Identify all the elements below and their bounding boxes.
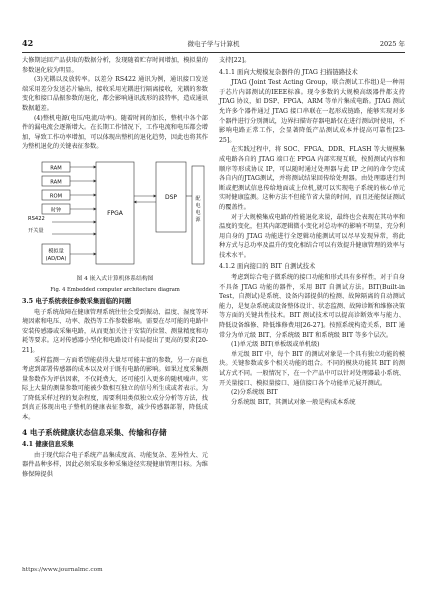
right-paragraph-1: 支持[22]。 bbox=[219, 57, 251, 64]
power-label-2: 电 bbox=[195, 202, 201, 209]
left-paragraph-2: (3)光耦以及放转率。以差分 RS422 通讯为例，通讯接口发送端采用差分发送芯片输出，接收采用光耦进行隔离接收，光耦的参数变化和接口晶振参数的退化，都会影响通讯波形的波特率，造成通讯数据超差。 bbox=[22, 76, 208, 112]
power-label-1: 配 bbox=[195, 195, 201, 202]
ram-label-1: RAM bbox=[50, 165, 62, 172]
section-4-1-1-title: 4.1.1 面向大规模复杂器件的 JTAG 扫描链路技术 bbox=[219, 68, 358, 76]
right-column bbox=[219, 56, 405, 407]
left-paragraph-6: 由于现代综合电子系统产品集成度高、功能复杂、差异性大、元器件品种多样，因此必须采取多种采集途径实现健康管理目标。为维修保障提供 bbox=[22, 451, 208, 479]
switch-io-label: 开关量 bbox=[28, 227, 44, 234]
architecture-figure bbox=[22, 156, 208, 274]
right-paragraph-8: (2)分系统级 BIT bbox=[231, 389, 278, 397]
rs422-label: RS422 bbox=[28, 215, 45, 222]
right-paragraph-3: 在实践过程中，将 SOC、FPGA、DDR、FLASH 等大规模集成电路各自的 JTAG 端口在 FPGA 内部实现互联，按照测试内容和顺序等形成协议 IP，可以随时通过处理器与此 IP 之间的命令完成各自内的JTAG测试，并将测试结果回传给处理器。由处理器进行判断或把测试信息传给地面或上位机,就可以实现电子系统的核心单元实时健康监测。这种方法不但能节省大量的时间，而且还能保证测试的覆盖性。 bbox=[219, 146, 405, 211]
figure-caption-en: Fig. 4 Embedded computer architecture diagram bbox=[50, 286, 180, 293]
section-4-title: 4 电子系统健康状态信息采集、传输和存储 bbox=[22, 427, 167, 437]
header-rule bbox=[22, 52, 405, 53]
section-4-1-2-title: 4.1.2 面向接口的 BIT 自测试技术 bbox=[219, 263, 316, 271]
running-header bbox=[22, 38, 405, 50]
analog-label-line2: (AD/DA) bbox=[45, 255, 67, 262]
analog-label-line1: 模拟量 bbox=[48, 248, 64, 255]
left-paragraph-1: 大修期运回产品获取的数据分析，发现随着贮存时间增加，模拟量的参数退化较为明显。 bbox=[22, 57, 208, 74]
right-paragraph-7: 单元级 BIT 中，每个 BIT 的测试对象是一个具有独立功能的模块。关键参数或多个相关功能的组合。不同的模块功能其 BIT 的测试方式不同。一般情况下，在一个产品中可以针对处理器最小系统、开关量接口、模拟量接口、通信接口各个功能单元展开测试。 bbox=[219, 350, 405, 387]
power-label-4: 源 bbox=[195, 216, 201, 223]
figure-caption-cn: 图 4 嵌入式计算机体系结构图 bbox=[76, 275, 154, 282]
rom-label: ROM bbox=[49, 193, 63, 200]
ram-label-2: RAM bbox=[50, 179, 62, 186]
right-paragraph-4: 对于大规模集成电路的性能退化来说，最终也会表现在其功率和温度的变化，但其内部逻辑微小变化对总功率的影响不明显，充分利用自身的 JTAG 功能进行全逻辑功能测试可以尽早发现异常，将此种方式与总功率及温升的变化相结合可以有效提升健康管理的效率与技术水平。 bbox=[219, 213, 405, 259]
power-label-3: 电 bbox=[195, 209, 201, 216]
section-4-1-title: 4.1 健康信息采集 bbox=[22, 440, 74, 449]
journal-name: 微电子学与计算机 bbox=[187, 40, 240, 48]
fpga-label: FPGA bbox=[107, 209, 123, 217]
left-paragraph-4: 电子系统故障在健康管理系统往往会受到振动、温度、湿度等环境因素和电压、功率、散热等工作参数影响。需要在尽可能的电路中安装传感器或采集电路，从而更加关注于安装的位置、测量精度和功耗等要求。这对传感器小型化和电路设计有局提出了更高的要求[20-21]。 bbox=[22, 308, 208, 354]
left-paragraph-3: (4)整机电源(电压/电流/功率)。随着时间的加长，整机中各个部件的漏电流会逐渐增大。在长期工作情况下，工作电流和电压都会增加，导致工作功率增加，可以体现出整机的退化趋势，因此也将其作为整机退化的关键表征参数。 bbox=[22, 114, 208, 151]
header-year: 2025 年 bbox=[379, 40, 405, 48]
clock-label: 时钟 bbox=[50, 207, 62, 214]
right-paragraph-6: (1)单元级 BIT(单板级或单机级) bbox=[231, 341, 320, 349]
dsp-label: DSP bbox=[164, 193, 178, 201]
left-column bbox=[22, 56, 208, 480]
right-paragraph-5: 考虑到综合电子微系统的接口功能和形式具有多样性，对于自身不具备 JTAG 功能的器件，采用 BIT 自测试方法。BIT(Built-in Test，自测试)是系统、设备内部提供的检测、故障隔离的自动测试能力，是复杂系统或设备整体设计、状态监测、故障诊断和维修决策等方面的关键共性技术。BIT 测试技术可以提高诊断效率与能力、降低设备维修、降低维修费用[26-27]。按照系统构造关系，BIT 通常分为单元级 BIT、分系统级 BIT 和系统级 BIT 等多个层次。 bbox=[219, 274, 405, 339]
right-paragraph-2: JTAG (Joint Test Acting Group，联合测试工作组)是一种用于芯片内部测试的IEEE标准。现今多数的大规模高级器件都支持 JTAG 协议，如 DSP、FPGA、ARM 等单片集成电路。JTAG 测试允许多个器件通过 JTAG 接口串联在一起形成链路，能够实现对多个器件进行分别测试，边界扫描寄存器电路仅在进行测试时使用，不影响电路正常工作，会显著降低产品测试成本并提高可靠性[23-25]。 bbox=[219, 79, 405, 144]
page-number: 42 bbox=[22, 38, 34, 48]
section-3-5-title: 3.5 电子系统表征参数采集面临的问题 bbox=[22, 296, 132, 305]
left-paragraph-5: 采样监测一方面希望能获得大量尽可能丰富的参数，另一方面也考虑到部署传感器的成本以及对于既有电路的影响。如果过度采集测量参数作为评估因素，不仅耗费大，还可能引入更多的随机噪声。实际上大量的测量参数可能被少数相互独立的信号所生成或者表示。为了降低采样过程的复杂程度，需要利用类似独立成分分析等方法，找到真正体现出电子整机的健康表征参数，减少传感器部署，降低成本。 bbox=[22, 356, 208, 422]
journal-url[interactable]: https://www.journalmc.com bbox=[22, 567, 103, 573]
right-paragraph-9: 分系统级 BIT，其测试对象一般是构成本系统 bbox=[231, 398, 356, 406]
architecture-diagram bbox=[22, 156, 208, 274]
